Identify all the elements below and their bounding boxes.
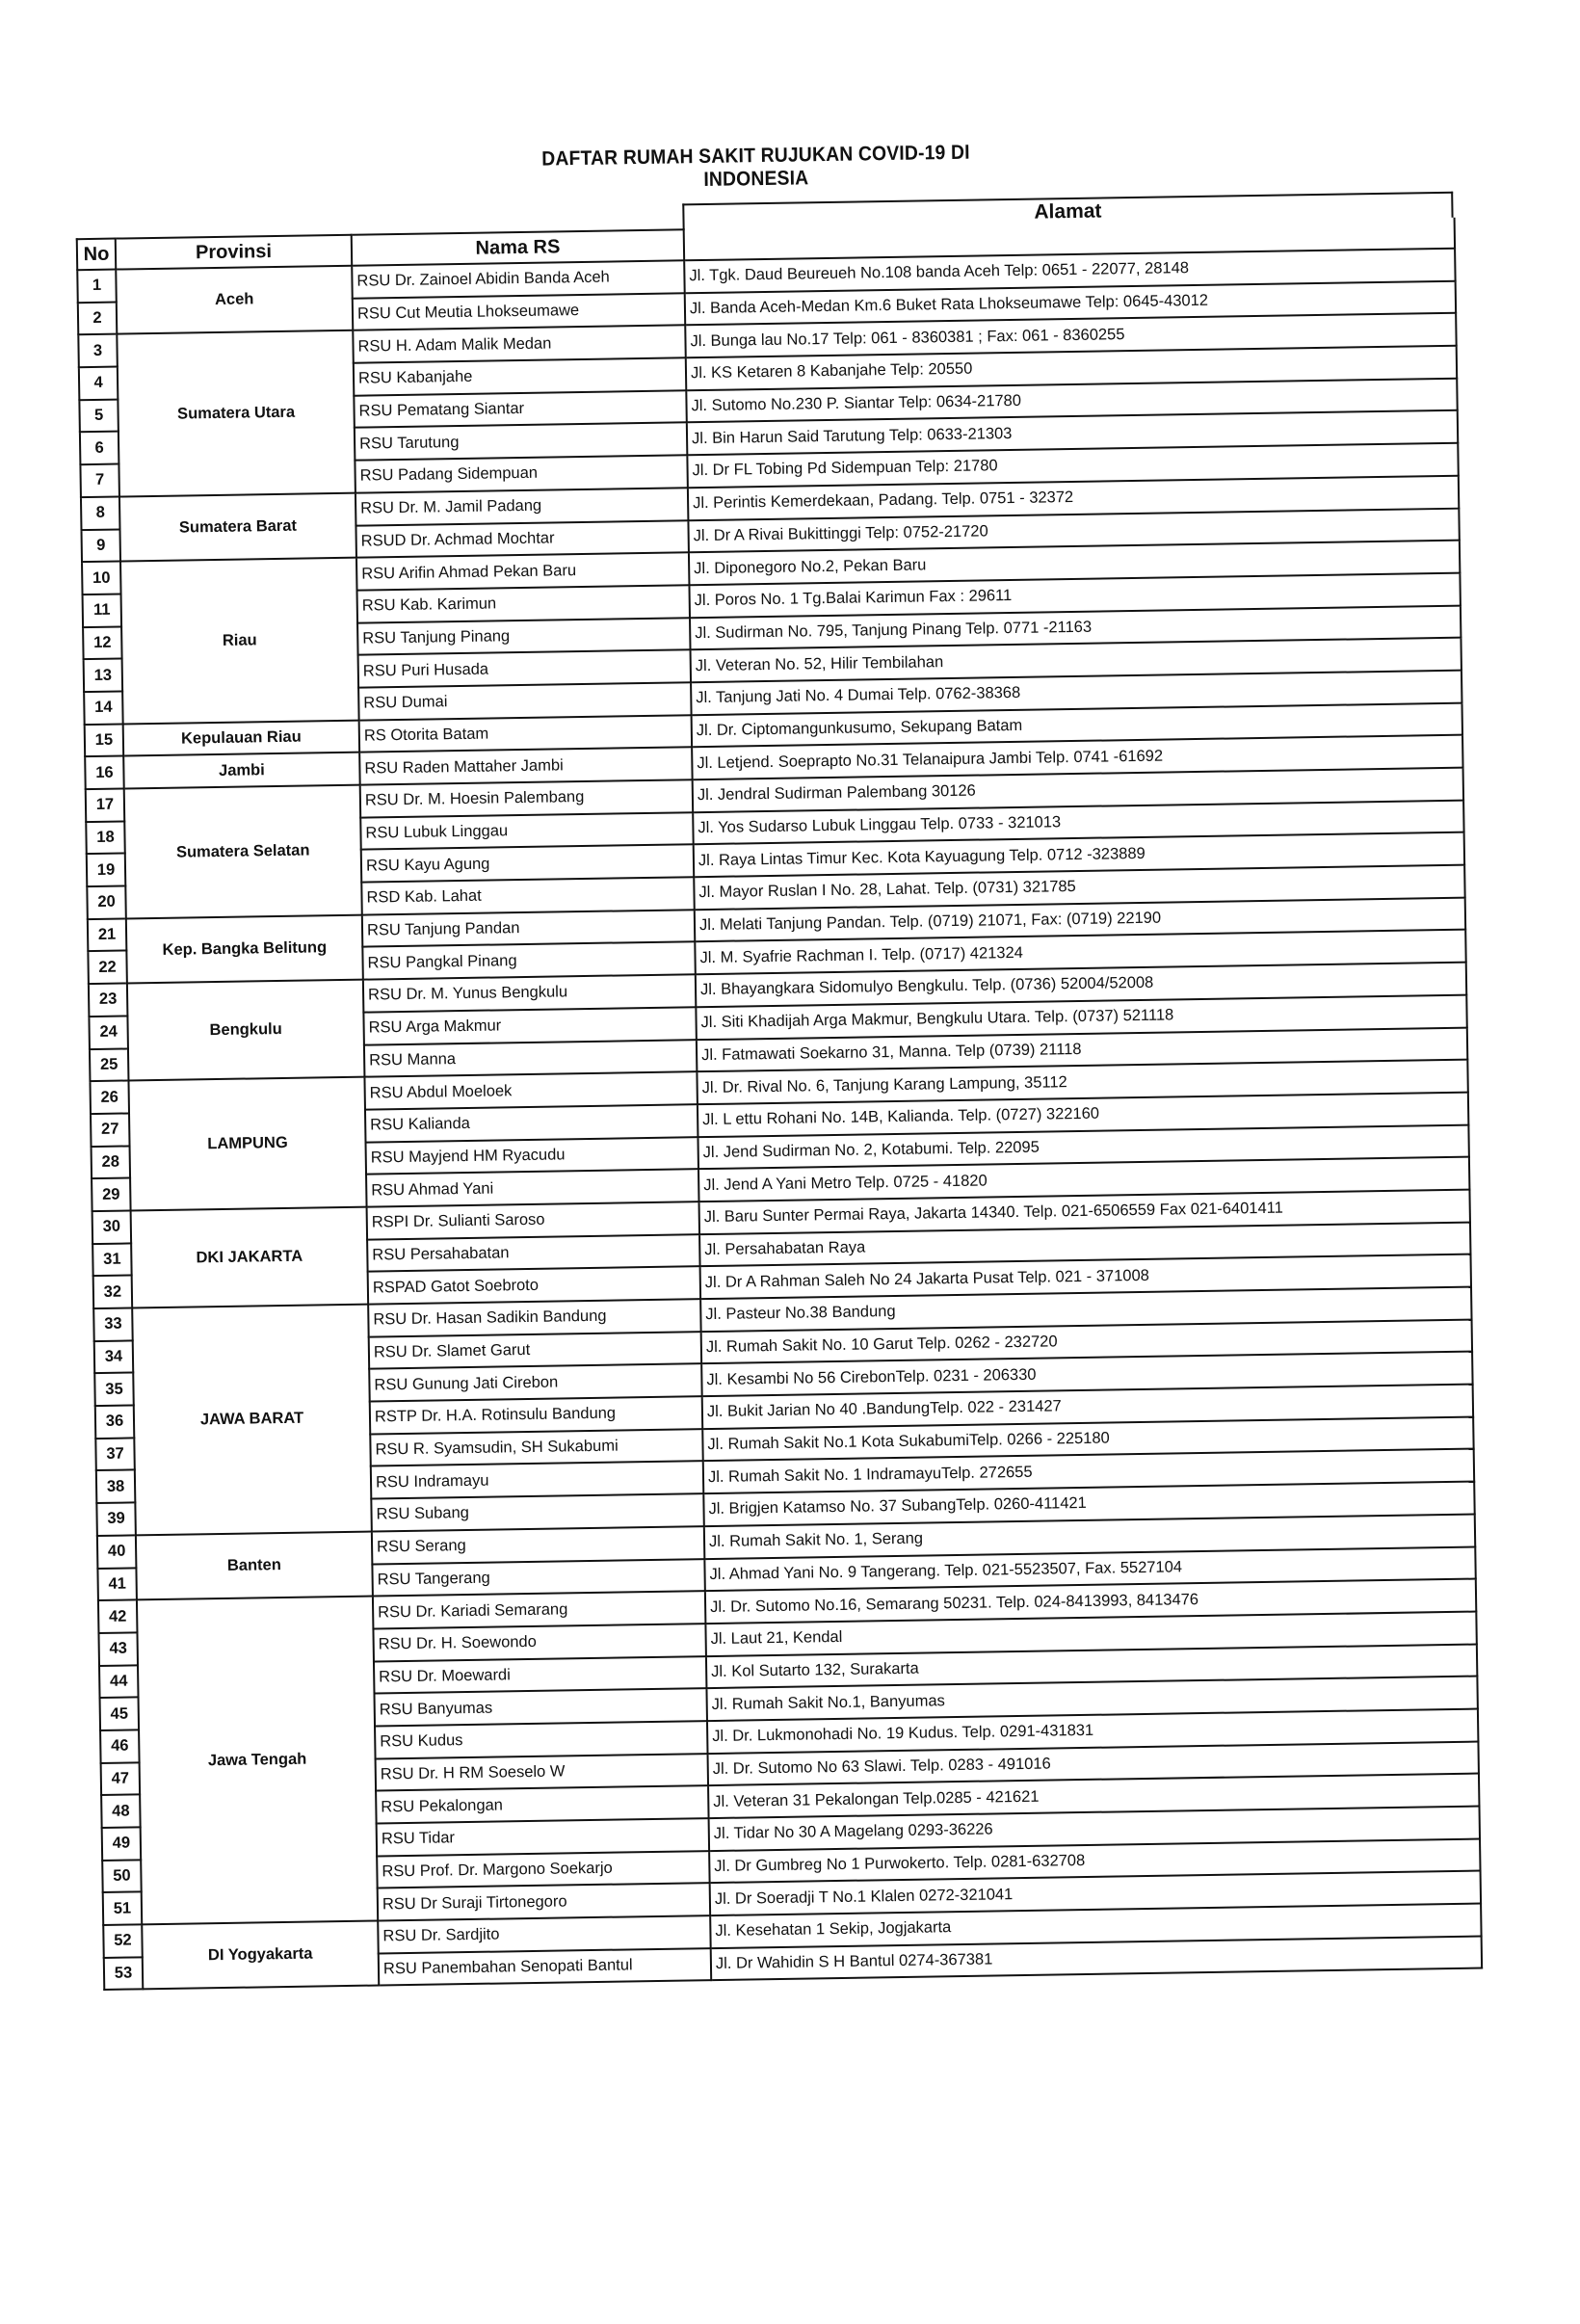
hospital-name: RSU Dr. Kariadi Semarang — [373, 1591, 705, 1628]
hospital-address: Jl. Jendral Sudirman Palembang 30126 — [693, 768, 1463, 812]
hospital-name: RSU Tanjung Pandan — [362, 910, 695, 947]
table-body — [77, 249, 1482, 1991]
hospital-address: Jl. Sutomo No.230 P. Siantar Telp: 0634-21780 — [686, 378, 1457, 422]
row-number: 6 — [80, 432, 119, 464]
hospital-name: RSU Arga Makmur — [363, 1007, 696, 1044]
hospital-address: Jl. L ettu Rohani No. 14B, Kalianda. Telp. (0727) 322160 — [698, 1093, 1468, 1137]
province-cell: Jambi — [123, 753, 359, 789]
hospital-address: Jl. Jend A Yani Metro Telp. 0725 - 41820 — [698, 1157, 1469, 1202]
hospital-name: RSPI Dr. Sulianti Saroso — [367, 1202, 699, 1239]
row-number: 2 — [78, 302, 118, 334]
row-number: 32 — [93, 1276, 133, 1308]
hospital-address: Jl. KS Ketaren 8 Kabanjahe Telp: 20550 — [686, 346, 1457, 390]
row-number: 12 — [83, 626, 122, 659]
row-number: 29 — [92, 1178, 131, 1211]
row-number: 4 — [79, 367, 118, 400]
hospital-name: RSU Ahmad Yani — [366, 1169, 698, 1206]
hospital-name: RSU Kayu Agung — [361, 845, 694, 883]
row-number: 16 — [85, 756, 124, 789]
row-number: 42 — [98, 1600, 138, 1633]
hospital-address: Jl. Baru Sunter Permai Raya, Jakarta 14340. Telp. 021-6506559 Fax 021-6401411 — [699, 1190, 1470, 1234]
row-number: 34 — [94, 1340, 134, 1373]
row-number: 13 — [84, 659, 123, 692]
row-number: 26 — [90, 1081, 129, 1114]
province-cell: JAWA BARAT — [132, 1305, 372, 1536]
hospital-name: RSU Dr. Zainoel Abidin Banda Aceh — [352, 260, 684, 298]
province-cell: Banten — [136, 1531, 373, 1599]
header-provinsi: Provinsi — [116, 235, 352, 270]
row-number: 19 — [87, 854, 126, 886]
province-cell: LAMPUNG — [128, 1077, 366, 1211]
province-cell: Kep. Bangka Belitung — [126, 914, 363, 983]
hospital-name: RSU Padang Sidempuan — [355, 455, 687, 492]
header-alamat: Alamat — [682, 192, 1453, 230]
document-title: DAFTAR RUMAH SAKIT RUJUKAN COVID-19 DI INDONESIA — [541, 141, 970, 191]
hospital-address: Jl. Veteran 31 Pekalongan Telp.0285 - 421621 — [708, 1774, 1479, 1818]
row-number: 44 — [99, 1665, 139, 1698]
row-number: 43 — [98, 1632, 138, 1665]
row-number: 24 — [89, 1016, 128, 1048]
hospital-address: Jl. Dr FL Tobing Pd Sidempuan Telp: 21780 — [687, 443, 1458, 488]
hospital-address: Jl. Laut 21, Kendal — [705, 1611, 1476, 1655]
hospital-name: RSU Prof. Dr. Margono Soekarjo — [377, 1851, 709, 1888]
hospital-address: Jl. M. Syafrie Rachman I. Telp. (0717) 421324 — [695, 930, 1465, 974]
row-number: 1 — [77, 270, 117, 303]
hospital-name: RS Otorita Batam — [359, 715, 692, 753]
row-number: 48 — [101, 1795, 141, 1828]
province-cell: Bengkulu — [127, 980, 365, 1081]
hospital-address: Jl. Dr Gumbreg No 1 Purwokerto. Telp. 0281-632708 — [709, 1838, 1480, 1883]
hospital-address: Jl. Diponegoro No.2, Pekan Baru — [689, 541, 1460, 585]
hospital-name: RSU Mayjend HM Ryacudu — [366, 1137, 698, 1175]
hospital-address: Jl. Dr Wahidin S H Bantul 0274-367381 — [711, 1936, 1482, 1980]
hospital-name: RSU Subang — [371, 1493, 703, 1531]
hospital-address: Jl. Bin Harun Said Tarutung Telp: 0633-21303 — [687, 410, 1458, 455]
hospital-address: Jl. Sudirman No. 795, Tanjung Pinang Telp. 0771 -21163 — [690, 605, 1461, 649]
hospital-address: Jl. Bunga lau No.17 Telp: 061 - 8360381 ; Fax: 061 - 8360255 — [685, 313, 1456, 357]
hospital-address: Jl. Kol Sutarto 132, Surakarta — [706, 1644, 1477, 1688]
hospital-name: RSU Kab. Karimun — [357, 585, 690, 622]
row-number: 36 — [95, 1405, 135, 1438]
hospital-address: Jl. Bhayangkara Sidomulyo Bengkulu. Telp. (0736) 52004/52008 — [696, 963, 1466, 1007]
row-number: 21 — [88, 918, 127, 951]
row-number: 14 — [84, 691, 123, 724]
hospital-name: RSU Gunung Jati Cirebon — [369, 1364, 701, 1402]
hospital-name: RSU Raden Mattaher Jambi — [359, 748, 692, 785]
hospital-name: RSU Dr. Hasan Sadikin Bandung — [368, 1299, 700, 1336]
hospital-name: RSU Dr. Moewardi — [374, 1656, 706, 1694]
row-number: 20 — [87, 886, 126, 919]
hospital-address: Jl. Perintis Kemerdekaan, Padang. Telp. 0751 - 32372 — [688, 476, 1459, 520]
row-number: 22 — [88, 951, 127, 984]
row-number: 46 — [100, 1730, 140, 1762]
row-number: 37 — [95, 1438, 135, 1470]
row-number: 17 — [86, 789, 125, 822]
hospital-address: Jl. Mayor Ruslan I No. 28, Lahat. Telp. (0731) 321785 — [694, 865, 1464, 910]
row-number: 28 — [92, 1146, 131, 1178]
hospital-name: RSU Cut Meutia Lhokseumawe — [353, 293, 685, 330]
hospital-address: Jl. Rumah Sakit No. 1 IndramayuTelp. 272655 — [703, 1449, 1474, 1493]
hospital-address: Jl. Dr. Sutomo No 63 Slawi. Telp. 0283 - 491016 — [708, 1741, 1479, 1785]
row-number: 8 — [81, 496, 120, 529]
province-cell: Kepulauan Riau — [123, 720, 359, 756]
row-number: 35 — [94, 1373, 134, 1406]
row-number: 40 — [97, 1535, 137, 1568]
hospital-address: Jl. Dr. Lukmonohadi No. 19 Kudus. Telp. 0291-431831 — [707, 1708, 1478, 1753]
hospital-name: RSU Dr. M. Hoesin Palembang — [360, 779, 693, 817]
hospital-address: Jl. Dr Soeradji T No.1 Klalen 0272-321041 — [710, 1871, 1481, 1915]
province-cell: Aceh — [116, 266, 353, 334]
hospital-address: Jl. Rumah Sakit No.1, Banyumas — [706, 1677, 1477, 1721]
hospital-address: Jl. Tgk. Daud Beureueh No.108 banda Aceh Telp: 0651 - 22077, 28148 — [684, 249, 1455, 293]
hospital-address: Jl. Dr A Rahman Saleh No 24 Jakarta Pusat Telp. 021 - 371008 — [700, 1254, 1471, 1299]
row-number: 51 — [103, 1892, 143, 1925]
row-number: 10 — [82, 562, 121, 594]
hospital-name: RSU Dr. H RM Soeselo W — [376, 1754, 708, 1791]
hospital-address: Jl. Jend Sudirman No. 2, Kotabumi. Telp. 22095 — [698, 1124, 1468, 1169]
hospital-name: RSU Kalianda — [365, 1104, 698, 1142]
hospital-address: Jl. Dr A Rivai Bukittinggi Telp: 0752-21720 — [688, 508, 1459, 552]
header-no: No — [77, 239, 116, 271]
hospital-address: Jl. Letjend. Soeprapto No.31 Telanaipura Jambi Telp. 0741 -61692 — [692, 735, 1462, 779]
hospital-address: Jl. Raya Lintas Timur Kec. Kota Kayuagung Telp. 0712 -323889 — [694, 832, 1464, 877]
province-cell: Jawa Tengah — [137, 1597, 378, 1925]
row-number: 41 — [97, 1568, 137, 1600]
hospital-name: RSU Manna — [364, 1040, 697, 1077]
hospital-name: RSU Dumai — [358, 682, 691, 720]
hospital-address: Jl. Pasteur No.38 Bandung — [700, 1287, 1471, 1332]
province-cell: Sumatera Barat — [119, 493, 356, 562]
hospital-name: RSU Dr. Sardjito — [378, 1915, 710, 1953]
hospital-name: RSU Dr Suraji Tirtonegoro — [378, 1883, 710, 1920]
hospital-name: RSU Pematang Siantar — [354, 390, 686, 428]
hospital-address: Jl. Rumah Sakit No. 1, Serang — [704, 1514, 1475, 1558]
province-cell: Sumatera Utara — [117, 330, 356, 496]
hospital-address: Jl. Persahabatan Raya — [699, 1222, 1470, 1266]
hospital-address: Jl. Poros No. 1 Tg.Balai Karimun Fax : 29611 — [689, 573, 1460, 618]
hospital-name: RSU Serang — [372, 1526, 704, 1564]
hospital-name: RSU Tidar — [377, 1818, 709, 1856]
hospital-name: RSD Kab. Lahat — [361, 877, 694, 914]
hospital-address: Jl. Banda Aceh-Medan Km.6 Buket Rata Lhokseumawe Telp: 0645-43012 — [685, 280, 1456, 325]
row-number: 30 — [92, 1210, 132, 1243]
hospital-name: RSU Dr. Slamet Garut — [369, 1332, 701, 1369]
row-number: 47 — [101, 1762, 141, 1795]
row-number: 9 — [81, 529, 120, 562]
hospital-address: Jl. Dr. Ciptomangunkusumo, Sekupang Batam — [692, 702, 1462, 747]
hospital-name: RSU Panembahan Senopati Bantul — [379, 1948, 711, 1986]
row-number: 53 — [104, 1957, 144, 1990]
hospital-address: Jl. Kesambi No 56 CirebonTelp. 0231 - 206330 — [701, 1352, 1472, 1396]
hospital-address: Jl. Tanjung Jati No. 4 Dumai Telp. 0762-38368 — [691, 671, 1462, 715]
row-number: 49 — [102, 1827, 142, 1860]
hospital-name: RSU Dr. H. Soewondo — [373, 1624, 705, 1661]
hospital-name: RSPAD Gatot Soebroto — [368, 1266, 700, 1304]
hospital-address: Jl. Siti Khadijah Arga Makmur, Bengkulu Utara. Telp. (0737) 521118 — [696, 994, 1466, 1039]
hospital-name: RSU Pangkal Pinang — [362, 942, 695, 980]
row-number: 31 — [92, 1243, 132, 1276]
row-number: 27 — [91, 1113, 130, 1146]
hospital-name: RSU Tangerang — [372, 1559, 704, 1597]
hospital-name: RSU Kudus — [375, 1721, 707, 1758]
row-number: 15 — [85, 724, 124, 756]
province-cell: Riau — [120, 558, 359, 724]
header-nama-rs: Nama RS — [352, 229, 684, 265]
row-number: 38 — [96, 1470, 136, 1503]
province-cell: DI Yogyakarta — [142, 1921, 379, 1990]
row-number: 7 — [80, 464, 119, 497]
hospital-name: RSU Abdul Moeloek — [364, 1071, 697, 1109]
row-number: 33 — [93, 1307, 133, 1340]
hospital-name: RSU Banyumas — [374, 1688, 706, 1726]
row-number: 50 — [102, 1860, 142, 1892]
hospital-address: Jl. Brigjen Katamso No. 37 SubangTelp. 0260-411421 — [703, 1482, 1474, 1526]
row-number: 18 — [86, 821, 125, 854]
hospital-address: Jl. Yos Sudarso Lubuk Linggau Telp. 0733 - 321013 — [693, 800, 1463, 844]
hospital-address: Jl. Tidar No 30 A Magelang 0293-36226 — [709, 1807, 1480, 1851]
hospital-address: Jl. Fatmawati Soekarno 31, Manna. Telp (0739) 21118 — [697, 1027, 1467, 1071]
hospital-name: RSU Lubuk Linggau — [360, 812, 693, 850]
row-number: 11 — [83, 594, 122, 626]
hospital-name: RSU Kabanjahe — [354, 357, 686, 395]
hospital-name: RSU R. Syamsudin, SH Sukabumi — [370, 1429, 702, 1466]
hospital-address: Jl. Rumah Sakit No. 10 Garut Telp. 0262 - 232720 — [701, 1319, 1472, 1363]
hospital-name: RSTP Dr. H.A. Rotinsulu Bandung — [370, 1396, 702, 1434]
hospital-address: Jl. Kesehatan 1 Sekip, Jogjakarta — [710, 1904, 1481, 1948]
hospital-name: RSU Indramayu — [371, 1462, 703, 1499]
hospital-name: RSU Dr. M. Yunus Bengkulu — [363, 974, 696, 1012]
province-cell: DKI JAKARTA — [131, 1207, 369, 1308]
hospital-name: RSU Puri Husada — [358, 650, 691, 688]
hospital-name: RSU H. Adam Malik Medan — [353, 326, 685, 363]
hospital-address: Jl. Rumah Sakit No.1 Kota SukabumiTelp. 0266 - 225180 — [702, 1416, 1473, 1461]
hospital-address: Jl. Bukit Jarian No 40 .BandungTelp. 022 - 231427 — [702, 1385, 1473, 1429]
hospital-table — [76, 217, 1483, 1992]
hospital-name: RSU Dr. M. Jamil Padang — [356, 488, 688, 525]
province-cell: Sumatera Selatan — [124, 785, 362, 919]
hospital-name: RSUD Dr. Achmad Mochtar — [356, 520, 688, 558]
hospital-name: RSU Arifin Ahmad Pekan Baru — [356, 552, 689, 590]
hospital-address: Jl. Veteran No. 52, Hilir Tembilahan — [691, 638, 1462, 682]
row-number: 5 — [79, 399, 118, 432]
hospital-address: Jl. Dr. Sutomo No.16, Semarang 50231. Telp. 024-8413993, 8413476 — [705, 1579, 1476, 1624]
row-number: 25 — [90, 1048, 129, 1081]
hospital-name: RSU Tarutung — [355, 423, 687, 461]
row-number: 52 — [103, 1924, 143, 1957]
row-number: 23 — [89, 984, 128, 1017]
row-number: 45 — [100, 1698, 140, 1730]
hospital-name: RSU Pekalongan — [376, 1785, 708, 1823]
hospital-address: Jl. Melati Tanjung Pandan. Telp. (0719) 21071, Fax: (0719) 22190 — [695, 897, 1465, 941]
hospital-name: RSU Tanjung Pinang — [357, 618, 690, 655]
row-number: 3 — [78, 334, 118, 367]
row-number: 39 — [96, 1503, 136, 1536]
hospital-address: Jl. Dr. Rival No. 6, Tanjung Karang Lampung, 35112 — [697, 1060, 1467, 1104]
hospital-name: RSU Persahabatan — [367, 1234, 699, 1272]
hospital-address: Jl. Ahmad Yani No. 9 Tangerang. Telp. 021-5523507, Fax. 5527104 — [704, 1546, 1475, 1591]
